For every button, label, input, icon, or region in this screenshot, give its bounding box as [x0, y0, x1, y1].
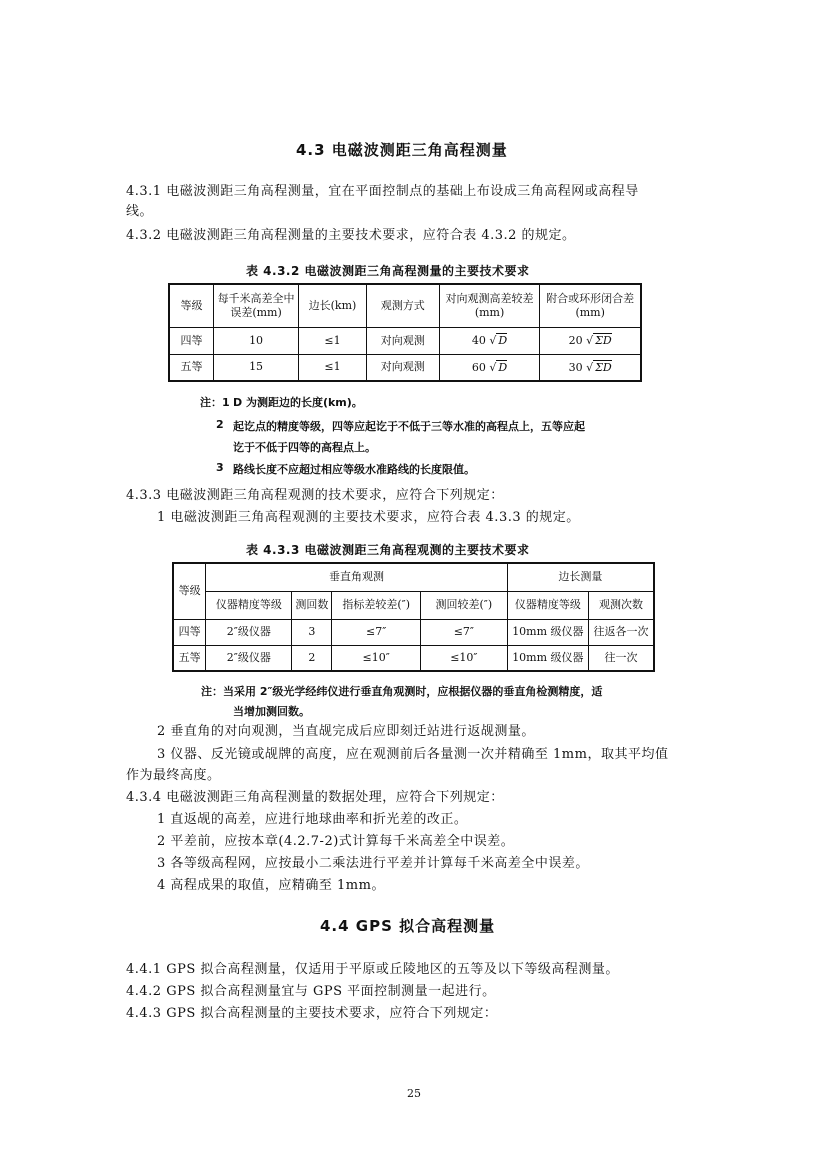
cell-grade: 五等	[173, 645, 206, 671]
table-row	[169, 354, 641, 381]
note-1: D 为测距边的长度(km)。	[233, 396, 363, 409]
cell-count: 往返各一次	[589, 619, 655, 645]
paragraph-4-3-4-item-3: 3 各等级高程网，应按最小二乘法进行平差并计算每千米高差全中误差。	[157, 856, 589, 871]
cell-instrument-2: 10mm 级仪器	[507, 645, 588, 671]
table-subheader-row	[173, 591, 654, 619]
note-2: 起讫点的精度等级，四等应起讫于不低于三等水准的高程点上，五等应起	[233, 420, 585, 433]
cell-instrument-2: 10mm 级仪器	[507, 619, 588, 645]
paragraph-4-3-4-item-2: 2 平差前，应按本章(4.2.7-2)式计算每千米高差全中误差。	[157, 834, 515, 849]
section-title-4-4: 4.4 GPS 拟合高程测量	[320, 917, 496, 935]
note-3: 路线长度不应超过相应等级水准路线的长度限值。	[233, 463, 475, 476]
paragraph-4-4-3: 4.4.3 GPS 拟合高程测量的主要技术要求，应符合下列规定：	[126, 1006, 498, 1021]
note-label-3: 3	[216, 461, 224, 474]
paragraph-4-3-1-cont: 线。	[126, 204, 154, 219]
cell-index-diff: ≤10″	[332, 645, 421, 671]
cell-diff: 40 √ D	[439, 327, 540, 354]
cell-error: 15	[213, 354, 298, 381]
cell-method: 对向观测	[366, 327, 439, 354]
table-4-3-3-caption: 表 4.3.3 电磁波测距三角高程观测的主要技术要求	[246, 543, 530, 557]
cell-count: 往一次	[589, 645, 655, 671]
col-header-error: 每千米高差全中误差(mm)	[213, 284, 298, 327]
paragraph-4-3-3-item-3: 3 仪器、反光镜或觇牌的高度，应在观测前后各量测一次并精确至 1mm，取其平均值	[157, 747, 669, 762]
col-header-grade: 等级	[169, 284, 213, 327]
cell-grade: 四等	[173, 619, 206, 645]
col-header-round-diff: 测回较差(″)	[421, 591, 508, 619]
paragraph-4-3-4-item-1: 1 直返觇的高差，应进行地球曲率和折光差的改正。	[157, 812, 468, 827]
col-header-grade: 等级	[173, 563, 206, 619]
table-4-3-3	[172, 562, 655, 672]
paragraph-4-4-2: 4.4.2 GPS 拟合高程测量宜与 GPS 平面控制测量一起进行。	[126, 984, 496, 999]
note-2-cont: 讫于不低于四等的高程点上。	[233, 441, 376, 454]
col-header-index-diff: 指标差较差(″)	[332, 591, 421, 619]
coefficient: 60	[471, 360, 486, 374]
cell-closure: 20 √ ΣD	[540, 327, 641, 354]
cell-grade: 四等	[169, 327, 213, 354]
sqrt-term: D	[498, 334, 508, 347]
col-header-diff: 对向观测高差较差(mm)	[439, 284, 540, 327]
table-row	[173, 619, 654, 645]
cell-error: 10	[213, 327, 298, 354]
col-header-rounds: 测回数	[292, 591, 332, 619]
cell-index-diff: ≤7″	[332, 619, 421, 645]
cell-grade: 五等	[169, 354, 213, 381]
cell-length: ≤1	[299, 327, 367, 354]
note-label-2: 2	[216, 418, 224, 431]
cell-round-diff: ≤10″	[421, 645, 508, 671]
coefficient: 20	[568, 334, 583, 347]
cell-length: ≤1	[299, 354, 367, 381]
table-header-row	[169, 284, 641, 327]
cell-instrument: 2″级仪器	[206, 645, 292, 671]
group-header-vertical-angle: 垂直角观测	[206, 563, 507, 591]
paragraph-4-3-3-item-2: 2 垂直角的对向观测，当直觇完成后应即刻迁站进行返觇测量。	[157, 724, 535, 739]
section-title-4-3: 4.3 电磁波测距三角高程测量	[296, 141, 508, 159]
paragraph-4-3-3: 4.3.3 电磁波测距三角高程观测的技术要求，应符合下列规定：	[126, 488, 504, 503]
cell-rounds: 2	[292, 645, 332, 671]
cell-round-diff: ≤7″	[421, 619, 508, 645]
page-number: 25	[407, 1087, 421, 1100]
col-header-length: 边长(km)	[299, 284, 367, 327]
table-4-3-2-caption: 表 4.3.2 电磁波测距三角高程测量的主要技术要求	[246, 264, 530, 278]
table-header-row	[173, 563, 654, 591]
coefficient: 40	[471, 334, 486, 347]
table-row	[169, 327, 641, 354]
cell-closure: 30 √ ΣD	[540, 354, 641, 381]
cell-instrument: 2″级仪器	[206, 619, 292, 645]
paragraph-4-3-4-item-4: 4 高程成果的取值，应精确至 1mm。	[157, 878, 385, 893]
table-4-3-3-note: 注：当采用 2″级光学经纬仪进行垂直角观测时，应根据仪器的垂直角检测精度，适	[201, 685, 603, 698]
col-header-instrument: 仪器精度等级	[206, 591, 292, 619]
cell-diff: 60 √ D	[439, 354, 540, 381]
cell-method: 对向观测	[366, 354, 439, 381]
table-row	[173, 645, 654, 671]
paragraph-4-3-3-item-3-cont: 作为最终高度。	[126, 768, 221, 783]
group-header-distance: 边长测量	[507, 563, 654, 591]
col-header-instrument-2: 仪器精度等级	[507, 591, 588, 619]
sqrt-term: ΣD	[595, 334, 612, 347]
paragraph-4-3-2: 4.3.2 电磁波测距三角高程测量的主要技术要求，应符合表 4.3.2 的规定。	[126, 228, 576, 243]
note-label-1: 注：1	[200, 396, 230, 409]
cell-rounds: 3	[292, 619, 332, 645]
col-header-closure: 附合或环形闭合差(mm)	[540, 284, 641, 327]
sqrt-term: D	[498, 360, 508, 374]
coefficient: 30	[568, 360, 583, 374]
paragraph-4-3-4: 4.3.4 电磁波测距三角高程测量的数据处理，应符合下列规定：	[126, 790, 504, 805]
paragraph-4-3-3-item-1: 1 电磁波测距三角高程观测的主要技术要求，应符合表 4.3.3 的规定。	[157, 510, 580, 525]
table-4-3-3-note-cont: 当增加测回数。	[233, 705, 310, 718]
col-header-method: 观测方式	[366, 284, 439, 327]
table-4-3-2	[168, 283, 642, 382]
col-header-count: 观测次数	[589, 591, 655, 619]
paragraph-4-4-1: 4.4.1 GPS 拟合高程测量，仅适用于平原或丘陵地区的五等及以下等级高程测量。	[126, 962, 619, 977]
sqrt-term: ΣD	[595, 360, 612, 374]
paragraph-4-3-1: 4.3.1 电磁波测距三角高程测量，宜在平面控制点的基础上布设成三角高程网或高程导	[126, 184, 639, 199]
